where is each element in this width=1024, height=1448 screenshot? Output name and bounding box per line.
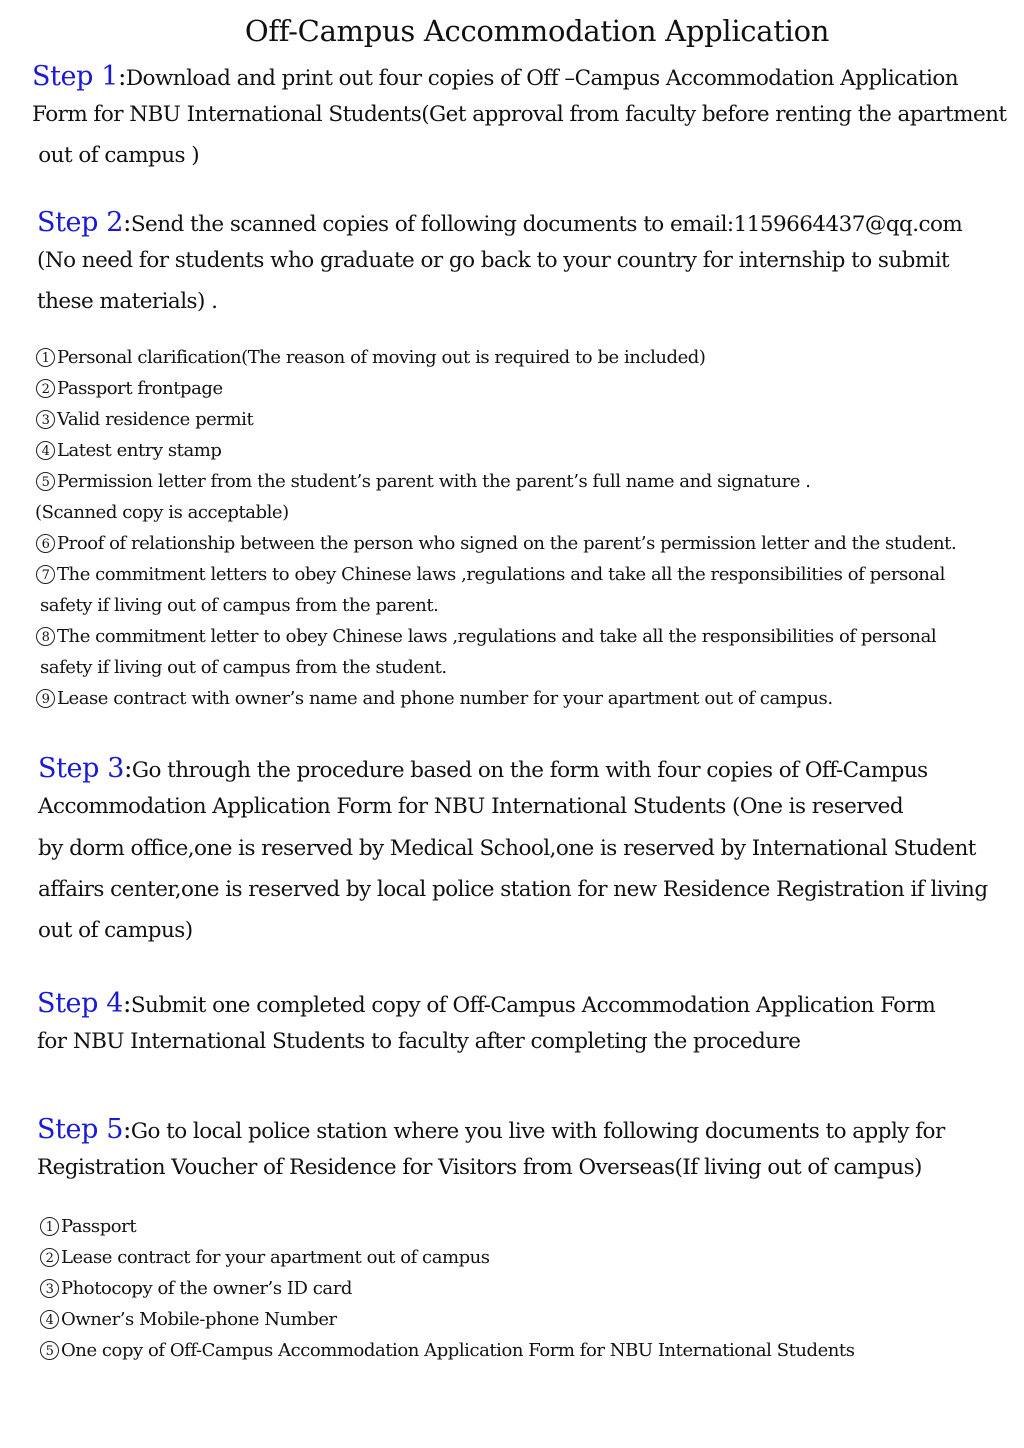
list-item [36,466,1021,497]
step-3-text-1: Go through the procedure based on the form with four copies of Off-Campus [131,758,928,783]
list-item [40,1211,1024,1242]
step-1-line-3: out of campus ) [32,143,200,168]
list-item-text: Permission letter from the student’s parent with the parent’s full name and signature . [57,471,811,492]
circled-number: 9 [36,689,55,708]
circled-number: 8 [36,627,55,646]
step-4-line-2: for NBU International Students to faculty after completing the procedure [37,1029,801,1054]
step-1-text-1: Download and print out four copies of Off –Campus Accommodation Application [125,66,959,91]
list-item [40,1242,1024,1273]
circled-number: 7 [36,565,55,584]
step-2 [37,204,1022,322]
list-item-text: Passport frontpage [57,378,223,399]
step-5 [37,1111,1022,1189]
circled-number: 4 [36,441,55,460]
step-2-documents-list [36,342,1021,714]
list-item-text: Passport [61,1216,137,1237]
list-item-text: Valid residence permit [57,409,254,430]
step-2-line-3: these materials) . [37,289,218,314]
step-5-line-2: Registration Voucher of Residence for Visitors from Overseas(If living out of campus) [37,1155,922,1180]
circled-number: 6 [36,534,55,553]
step-3-colon: : [123,754,132,783]
step-2-colon: : [122,208,131,237]
step-2-label: Step 2 [37,207,123,238]
circled-number: 3 [36,410,55,429]
circled-number: 5 [40,1341,59,1360]
step-3-line-5: out of campus) [38,918,193,943]
step-5-documents-list [40,1211,1024,1366]
list-item-text: One copy of Off-Campus Accommodation Application Form for NBU International Students [61,1340,855,1361]
list-item-text: Lease contract for your apartment out of campus [61,1247,490,1268]
step-1-colon: : [117,62,126,91]
step-3-line-4: affairs center,one is reserved by local police station for new Residence Registration if living [38,877,988,902]
circled-number: 2 [36,379,55,398]
step-3-line-1 [38,750,1023,788]
circled-number: 5 [36,472,55,491]
list-item [36,528,1021,559]
step-5-line-1 [37,1111,1022,1149]
step-3-label: Step 3 [38,753,124,784]
step-4 [37,985,1022,1063]
list-item [36,559,1021,590]
list-item-text: The commitment letter to obey Chinese laws ,regulations and take all the responsibilities of personal [57,626,937,647]
list-item-continuation: safety if living out of campus from the parent. [40,595,439,616]
step-4-label: Step 4 [37,988,123,1019]
step-1-line-1 [32,58,1017,96]
step-3-line-3: by dorm office,one is reserved by Medical School,one is reserved by International Student [38,836,976,861]
list-item-text: Latest entry stamp [57,440,222,461]
step-2-line-1 [37,204,1022,242]
list-item [36,683,1021,714]
list-item [36,342,1021,373]
step-5-label: Step 5 [37,1114,123,1145]
step-1-line-2: Form for NBU International Students(Get approval from faculty before renting the apartment [32,102,1007,127]
circled-number: 1 [40,1217,59,1236]
list-item [36,621,1021,652]
list-item [36,404,1021,435]
step-3-line-2: Accommodation Application Form for NBU International Students (One is reserved [38,794,904,819]
list-item [36,435,1021,466]
list-item [40,1335,1024,1366]
list-item-text: Personal clarification(The reason of moving out is required to be included) [57,347,706,368]
step-2-text-1: Send the scanned copies of following documents to email:1159664437@qq.com [130,212,963,237]
list-item-continuation: safety if living out of campus from the student. [40,657,447,678]
step-1 [32,58,1017,176]
circled-number: 2 [40,1248,59,1267]
step-5-colon: : [122,1115,131,1144]
list-item-text: Lease contract with owner’s name and phone number for your apartment out of campus. [57,688,833,709]
list-item-continuation: (Scanned copy is acceptable) [35,502,289,523]
list-item [36,373,1021,404]
list-item [40,1304,1024,1335]
circled-number: 1 [36,348,55,367]
step-3 [38,750,1023,951]
step-4-line-1 [37,985,1022,1023]
step-1-label: Step 1 [32,61,118,92]
step-4-colon: : [122,989,131,1018]
step-5-text-1: Go to local police station where you live with following documents to apply for [130,1119,945,1144]
circled-number: 4 [40,1310,59,1329]
list-item-text: Photocopy of the owner’s ID card [61,1278,352,1299]
document-title: Off-Campus Accommodation Application [244,14,830,48]
step-4-text-1: Submit one completed copy of Off-Campus Accommodation Application Form [130,993,936,1018]
circled-number: 3 [40,1279,59,1298]
list-item-text: Owner’s Mobile-phone Number [61,1309,337,1330]
list-item [40,1273,1024,1304]
list-item-text: The commitment letters to obey Chinese laws ,regulations and take all the responsibilities of personal [57,564,945,585]
list-item-text: Proof of relationship between the person who signed on the parent’s permission letter and the student. [57,533,957,554]
step-2-line-2: (No need for students who graduate or go back to your country for internship to submit [37,248,950,273]
